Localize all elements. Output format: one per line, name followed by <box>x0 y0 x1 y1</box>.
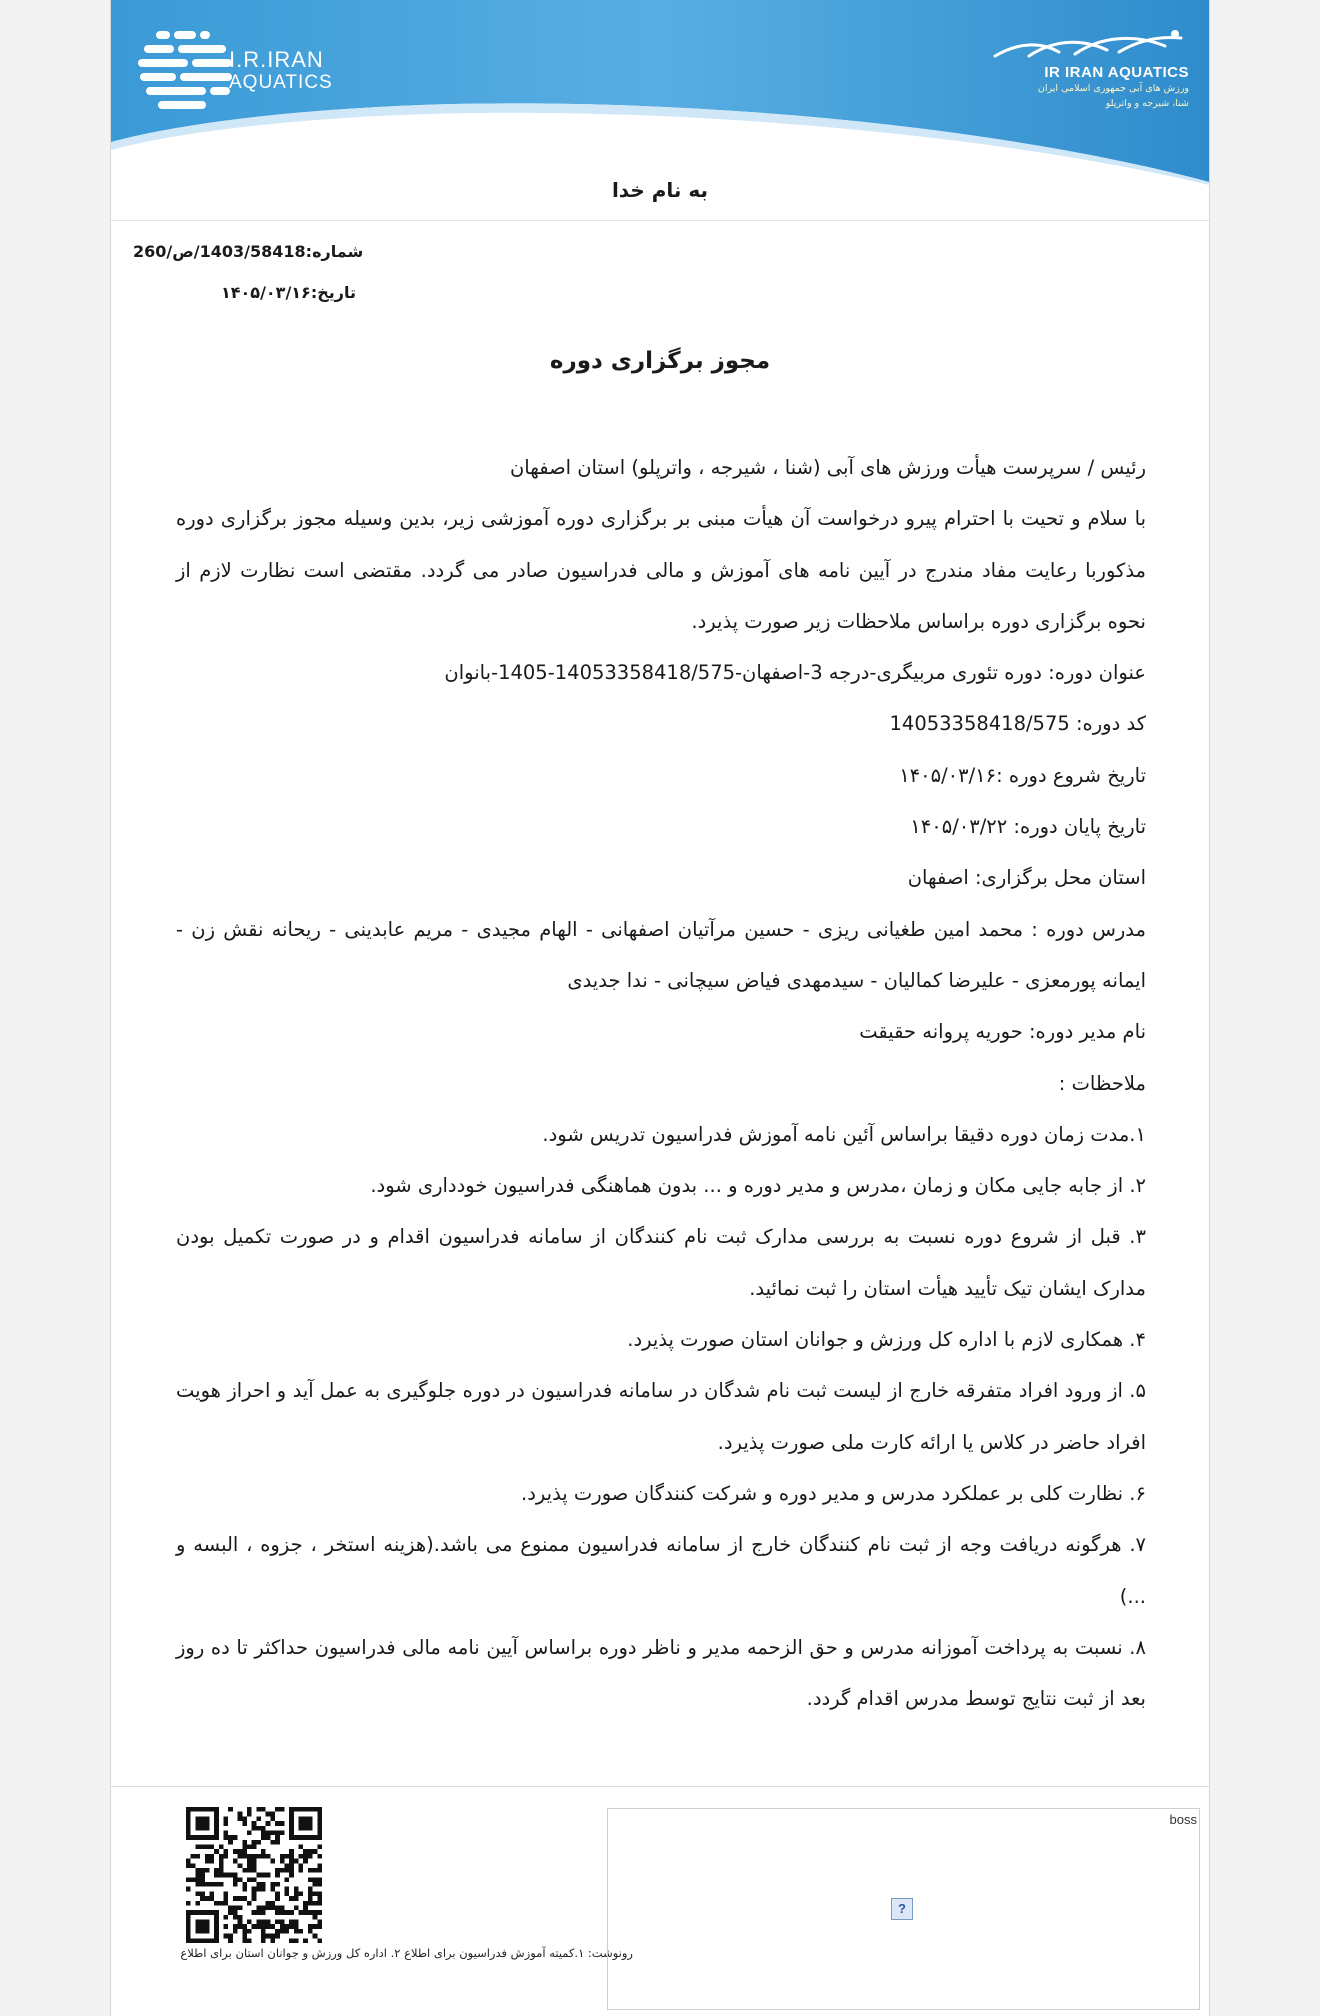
note-item: ۵. از ورود افراد متفرقه خارج از لیست ثبت نام شدگان در سامانه فدراسیون در دوره جلوگیری به عمل آید و احراز هویت افراد حاضر در کلاس یا ارائه کارت ملی صورت پذیرد. <box>176 1379 1146 1454</box>
note-item: ۸. نسبت به پرداخت آموزانه مدرس و حق الزحمه مدیر و ناظر دوره براساس آیین نامه مالی فدراسیون حداکثر تا ده روز بعد از ثبت نتایج توسط مدرس اقدام گردد. <box>176 1635 1146 1711</box>
letter-date-label: تاریخ: <box>310 283 356 302</box>
intro-paragraph: با سلام و تحیت با احترام پیرو درخواست آن هیأت مبنی بر برگزاری دوره آموزشی زیر، بدین وسیله مجوز برگزاری دوره مذکوربا رعایت مفاد مندرج در آیین نامه های آموزش و مالی فدراسیون صادر می گردد. مقتضی است نظارت لازم از نحوه برگزاری دوره براساس ملاحظات زیر صورت پذیرد. <box>176 507 1146 633</box>
letter-number <box>133 242 363 261</box>
qr-code <box>186 1807 322 1943</box>
right-logo-persian-1: ورزش های آبی جمهوری اسلامی ایران <box>1037 83 1189 94</box>
course-start-date: تاریخ شروع دوره :۱۴۰۵/۰۳/۱۶ <box>899 763 1146 787</box>
ir-iran-aquatics-logo <box>969 28 1189 111</box>
course-instructors: مدرس دوره : محمد امین طغیانی ریزی - حسین مرآتیان اصفهانی - الهام مجیدی - مریم عابدینی - ریحانه نقش زن - ایمانه پورمعزی - علیرضا کمالیان - سیدمهدی فیاض سیچانی - ندا جدیدی <box>176 917 1146 992</box>
note-item: ۴. همکاری لازم با اداره کل ورزش و جوانان استان صورت پذیرد. <box>627 1328 1146 1352</box>
course-province: استان محل برگزاری: اصفهان <box>907 866 1146 890</box>
bismillah-heading: به نام خدا <box>611 178 709 202</box>
logo-line-1: I.R.IRAN <box>229 47 324 72</box>
note-item: ۱.مدت زمان دوره دقیقا براساس آئین نامه آموزش فدراسیون تدریس شود. <box>542 1122 1146 1146</box>
right-logo-english: IR IRAN AQUATICS <box>1044 64 1189 81</box>
letter-number-value: 1403/58418/ص/260 <box>133 242 306 261</box>
letter-date-value: ۱۴۰۵/۰۳/۱۶ <box>221 283 311 302</box>
header-banner <box>111 0 1209 185</box>
notes-heading: ملاحظات : <box>1058 1071 1146 1095</box>
course-manager: نام مدیر دوره: حوریه پروانه حقیقت <box>859 1020 1146 1044</box>
broken-image-icon: ? <box>891 1898 913 1920</box>
addressee: رئیس / سرپرست هیأت ورزش های آبی (شنا ، شیرجه ، واترپلو) استان اصفهان <box>509 456 1146 479</box>
course-code: کد دوره: 14053358418/575 <box>889 712 1146 736</box>
course-title: عنوان دوره: دوره تئوری مربیگری-درجه 3-اصفهان-14053358418/575-1405-بانوان <box>444 661 1146 685</box>
footer-divider <box>111 1786 1209 1787</box>
document-title: مجوز برگزاری دوره <box>549 348 771 374</box>
note-item: ۶. نظارت کلی بر عملکرد مدرس و مدیر دوره و شرکت کنندگان صورت پذیرد. <box>521 1481 1146 1505</box>
right-logo-persian-2: شنا، شیرجه و واترپلو <box>1105 98 1189 109</box>
signature-name: boss <box>1169 1812 1197 1827</box>
course-end-date: تاریخ پایان دوره: ۱۴۰۵/۰۳/۲۲ <box>910 815 1146 839</box>
swimmer-waves-icon <box>989 28 1189 62</box>
note-item: ۲. از جابه جایی مکان و زمان ،مدرس و مدیر دوره و ... بدون هماهنگی فدراسیون خودداری شود. <box>370 1174 1146 1198</box>
letter-number-label: شماره: <box>305 242 364 261</box>
left-logo-text <box>229 48 333 94</box>
carbon-copy-note: رونوشت: ۱.کمیته آموزش فدراسیون برای اطلاع ۲. اداره کل ورزش و جوانان استان برای اطلاع <box>180 1946 633 1960</box>
document-page <box>110 0 1210 2016</box>
note-item: ۳. قبل از شروع دوره نسبت به بررسی مدارک ثبت نام کنندگان از سامانه فدراسیون اقدام و در صورت تکمیل بودن مدارک ایشان تیک تأیید هیأت استان را ثبت نمائید. <box>176 1225 1146 1300</box>
letter-date <box>221 283 356 302</box>
document-body <box>176 442 1146 1724</box>
note-item: ۷. هرگونه دریافت وجه از ثبت نام کنندگان خارج از سامانه فدراسیون ممنوع می باشد.(هزینه استخر ، جزوه ، البسه و ...) <box>176 1533 1146 1608</box>
logo-line-2: AQUATICS <box>229 72 333 93</box>
header-divider <box>111 220 1209 221</box>
